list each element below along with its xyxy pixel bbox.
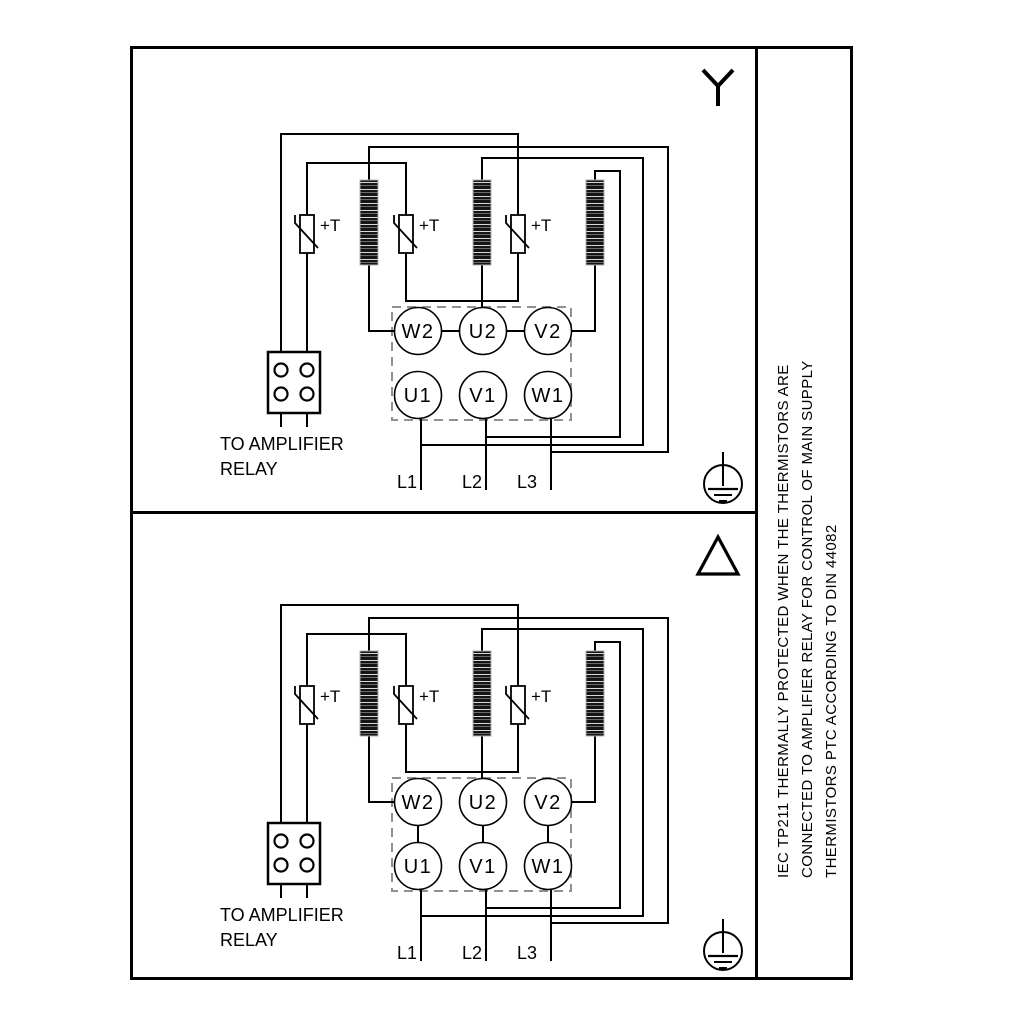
relay-caption-line1: TO AMPLIFIER xyxy=(220,434,344,454)
thermistor-icon xyxy=(506,215,551,253)
terminal-w1 xyxy=(525,372,572,419)
relay-caption-line2: RELAY xyxy=(220,930,278,950)
earth-icon xyxy=(704,452,742,503)
winding-icon xyxy=(360,651,378,736)
thermistor-icon xyxy=(295,215,340,253)
terminal-label: U1 xyxy=(403,385,433,407)
note-line-1: IEC TP211 THERMALLY PROTECTED WHEN THE THERMISTORS ARE xyxy=(775,364,792,878)
terminal-label: W2 xyxy=(401,792,435,814)
terminal-v2 xyxy=(525,779,572,826)
note-line-3: THERMISTORS PTC ACCORDING TO DIN 44082 xyxy=(823,524,840,878)
thermistor-icon xyxy=(394,686,439,724)
winding-icon xyxy=(473,180,491,265)
thermistor-label: +T xyxy=(419,687,440,706)
terminal-label: W1 xyxy=(531,385,565,407)
thermistor-icon xyxy=(295,686,340,724)
winding-icon xyxy=(586,180,604,265)
terminal-v1 xyxy=(460,843,507,890)
terminal-u2 xyxy=(460,308,507,355)
terminal-label: W1 xyxy=(531,856,565,878)
thermistors xyxy=(295,686,551,724)
star-connection-panel xyxy=(130,42,757,513)
thermistor-label: +T xyxy=(419,216,440,235)
supply-label-l1: L1 xyxy=(396,943,417,963)
supply-label-l3: L3 xyxy=(516,943,537,963)
terminal-label: V1 xyxy=(469,856,497,878)
terminal-label: V2 xyxy=(534,792,562,814)
note-line-2: CONNECTED TO AMPLIFIER RELAY FOR CONTROL OF MAIN SUPPLY xyxy=(799,360,816,878)
thermistor-label: +T xyxy=(531,687,552,706)
relay-terminal-block xyxy=(268,352,320,413)
supply-label-l3: L3 xyxy=(516,472,537,492)
supply-label-l1: L1 xyxy=(396,472,417,492)
delta-connection-panel xyxy=(130,513,757,981)
terminal-w2 xyxy=(395,779,442,826)
thermistors xyxy=(295,215,551,253)
terminal-label: W2 xyxy=(401,321,435,343)
sidebar-note xyxy=(772,358,844,878)
terminal-label: U2 xyxy=(468,321,498,343)
relay-caption-line2: RELAY xyxy=(220,459,278,479)
supply-label-l2: L2 xyxy=(461,472,482,492)
winding-icon xyxy=(473,651,491,736)
star-icon xyxy=(703,70,733,106)
earth-icon xyxy=(704,919,742,970)
terminal-v2 xyxy=(525,308,572,355)
terminal-label: U1 xyxy=(403,856,433,878)
terminal-label: U2 xyxy=(468,792,498,814)
terminal-w1 xyxy=(525,843,572,890)
thermistor-label: +T xyxy=(531,216,552,235)
winding-icon xyxy=(360,180,378,265)
terminal-w2 xyxy=(395,308,442,355)
motor-windings xyxy=(360,651,604,736)
supply-label-l2: L2 xyxy=(461,943,482,963)
terminal-u1 xyxy=(395,843,442,890)
thermistor-icon xyxy=(394,215,439,253)
terminal-u2 xyxy=(460,779,507,826)
terminal-v1 xyxy=(460,372,507,419)
thermistor-label: +T xyxy=(320,216,341,235)
relay-terminal-block xyxy=(268,823,320,884)
thermistor-label: +T xyxy=(320,687,341,706)
delta-icon xyxy=(698,537,738,574)
terminal-u1 xyxy=(395,372,442,419)
thermistor-icon xyxy=(506,686,551,724)
relay-caption-line1: TO AMPLIFIER xyxy=(220,905,344,925)
terminal-label: V1 xyxy=(469,385,497,407)
motor-windings xyxy=(360,180,604,265)
winding-icon xyxy=(586,651,604,736)
terminal-label: V2 xyxy=(534,321,562,343)
